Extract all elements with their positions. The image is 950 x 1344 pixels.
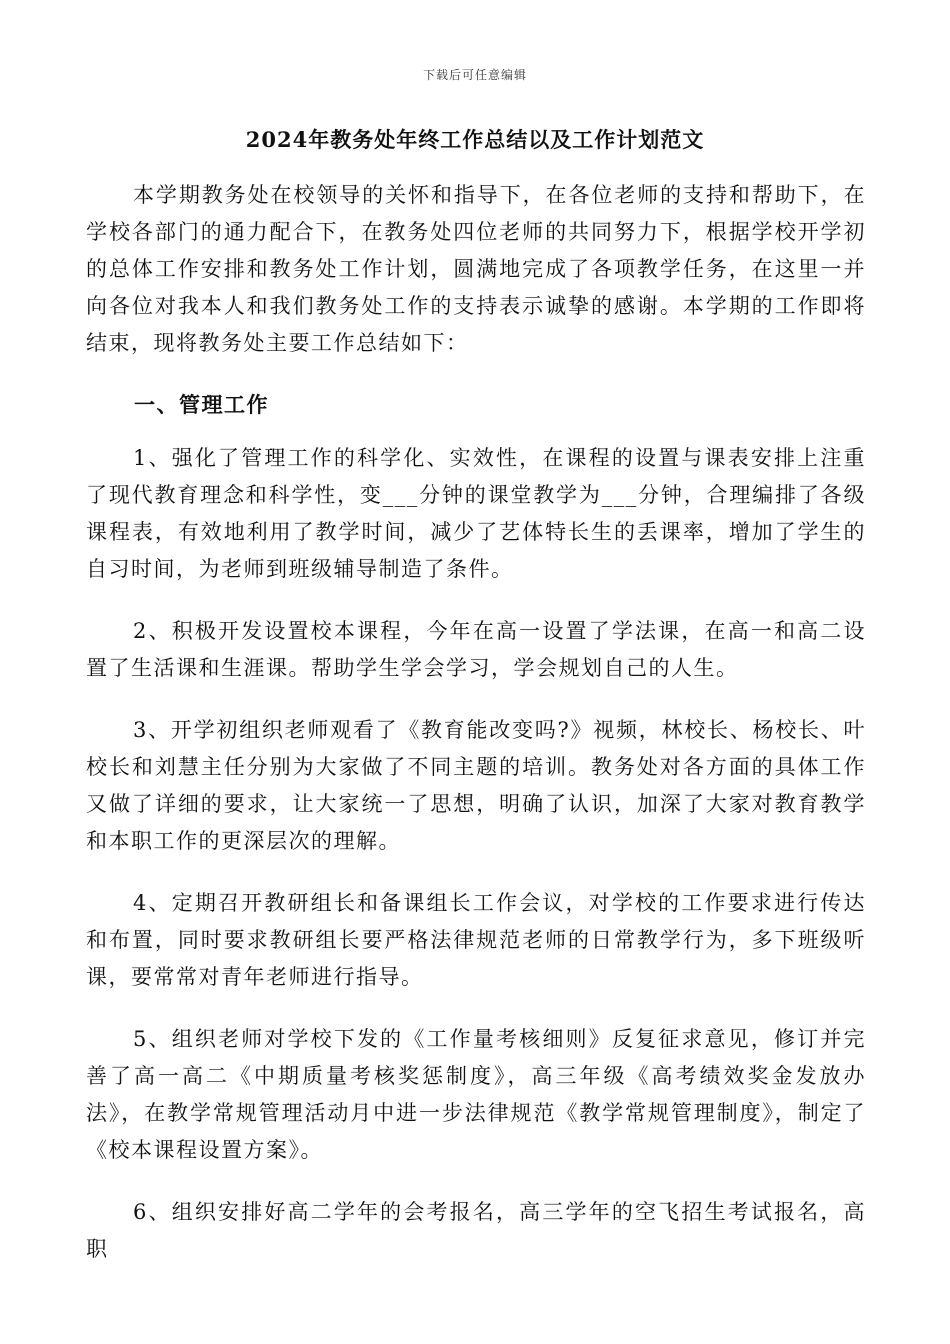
paragraph-2: 2、积极开发设置校本课程，今年在高一设置了学法课，在高一和高二设置了生活课和生涯课。帮助学生学会学习，学会规划自己的人生。 [86, 619, 866, 680]
paragraph-3: 3、开学初组织老师观看了《教育能改变吗?》视频，林校长、杨校长、叶校长和刘慧主任分别为大家做了不同主题的培训。教务处对各方面的具体工作又做了详细的要求，让大家统一了思想，明确了认识，加深了大家对教育教学和本职工作的更深层次的理解。 [86, 718, 866, 853]
paragraph-6: 6、组织安排好高二学年的会考报名，高三学年的空飞招生考试报名，高职 [86, 1200, 866, 1261]
section-heading: 一、管理工作 [134, 392, 269, 417]
intro-paragraph: 本学期教务处在校领导的关怀和指导下，在各位老师的支持和帮助下，在学校各部门的通力配合下，在教务处四位老师的共同努力下，根据学校开学初的总体工作安排和教务处工作计划，圆满地完成了各项教学任务，在这里一并向各位对我本人和我们教务处工作的支持表示诚挚的感谢。本学期的工作即将结束，现将教务处主要工作总结如下： [86, 183, 866, 355]
document-title: 2024年教务处年终工作总结以及工作计划范文 [245, 127, 705, 152]
paragraph-5: 5、组织老师对学校下发的《工作量考核细则》反复征求意见，修订并完善了高一高二《中期质量考核奖惩制度》，高三年级《高考绩效奖金发放办法》，在教学常规管理活动月中进一步法律规范《教学常规管理制度》，制定了《校本课程设置方案》。 [86, 1027, 866, 1162]
header-note: 下载后可任意编辑 [422, 68, 527, 82]
paragraph-1: 1、强化了管理工作的科学化、实效性，在课程的设置与课表安排上注重了现代教育理念和科学性，变___分钟的课堂教学为___分钟，合理编排了各级课程表，有效地利用了教学时间，减少了艺体特长生的丢课率，增加了学生的自习时间，为老师到班级辅导制造了条件。 [86, 446, 866, 581]
paragraph-4: 4、定期召开教研组长和备课组长工作会议，对学校的工作要求进行传达和布置，同时要求教研组长要严格法律规范老师的日常教学行为，多下班级听课，要常常对青年老师进行指导。 [86, 891, 866, 989]
